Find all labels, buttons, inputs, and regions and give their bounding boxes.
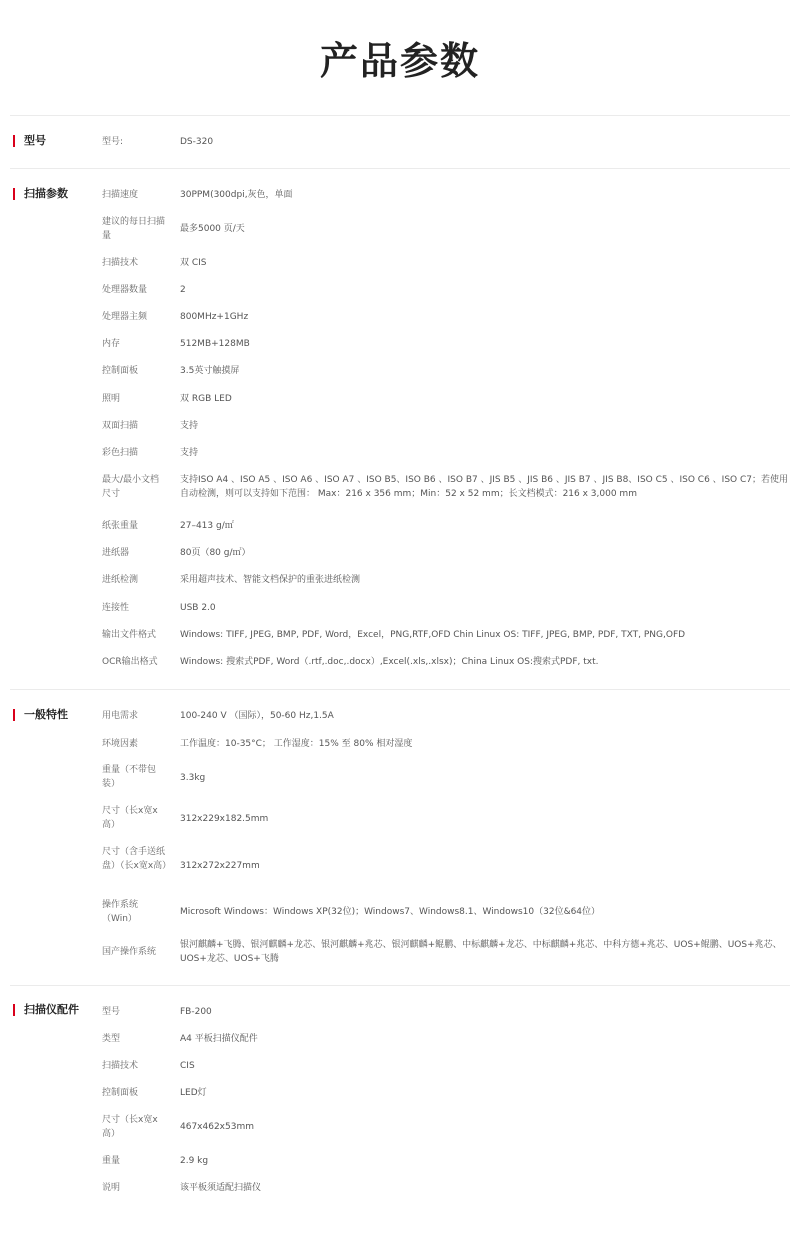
spec-value: 支持 bbox=[180, 421, 199, 431]
spec-label: 说明 bbox=[102, 1183, 121, 1193]
spec-label: 重量（不带包装） bbox=[102, 765, 157, 789]
spec-value: USB 2.0 bbox=[180, 603, 216, 613]
spec-label: OCR输出格式 bbox=[102, 657, 158, 667]
divider bbox=[10, 168, 790, 169]
spec-label: 彩色扫描 bbox=[102, 448, 139, 458]
spec-value: DS-320 bbox=[180, 137, 214, 147]
spec-value: 3.5英寸触摸屏 bbox=[180, 366, 240, 376]
spec-value: Windows: 搜索式PDF, Word（.rtf,.doc,.docx）,Excel(.xls,.xlsx)；China Linux OS:搜索式PDF, txt. bbox=[180, 657, 599, 667]
spec-label: 尺寸（含手送纸盘）（长x宽x高） bbox=[102, 847, 172, 871]
section-title: 扫描参数 bbox=[13, 187, 68, 201]
spec-value: 100-240 V （国际），50-60 Hz,1.5A bbox=[180, 711, 334, 721]
spec-label: 型号 bbox=[102, 1007, 121, 1017]
spec-label: 处理器主频 bbox=[102, 312, 148, 322]
spec-value: CIS bbox=[180, 1061, 195, 1071]
section-title: 扫描仪配件 bbox=[13, 1003, 79, 1017]
spec-value: 312x229x182.5mm bbox=[180, 814, 269, 824]
spec-value: Windows: TIFF, JPEG, BMP, PDF, Word，Excel，PNG,RTF,OFD Chin Linux OS: TIFF, JPEG, BMP, PDF, TXT, PNG,OFD bbox=[180, 630, 686, 640]
spec-label: 重量 bbox=[102, 1156, 121, 1166]
section-title: 一般特性 bbox=[13, 708, 68, 722]
spec-value: FB-200 bbox=[180, 1007, 212, 1017]
spec-label: 扫描速度 bbox=[102, 190, 139, 200]
spec-value: LED灯 bbox=[180, 1088, 207, 1098]
spec-label: 控制面板 bbox=[102, 366, 139, 376]
page-title: 产品参数 bbox=[319, 39, 480, 83]
spec-value: Microsoft Windows：Windows XP(32位)；Windows7、Windows8.1、Windows10（32位&64位） bbox=[180, 907, 601, 917]
spec-value: 512MB+128MB bbox=[180, 339, 250, 349]
spec-value: 支持ISO A4 、ISO A5 、ISO A6 、ISO A7 、ISO B5、ISO B6 、ISO B7 、JIS B5 、JIS B6 、JIS B7 、JIS B8、ISO C5 、ISO C6 、ISO C7；若使用自动检测，则可以支持如下范围： Max：216 x 356 mm；Min：52 x 52 mm；长文档模式：216 x 3,000 mm bbox=[180, 475, 788, 499]
spec-label: 最大/最小文档尺寸 bbox=[102, 475, 160, 499]
accent-bar bbox=[13, 135, 15, 147]
spec-label: 双面扫描 bbox=[102, 421, 139, 431]
spec-value: 80页（80 g/㎡） bbox=[180, 548, 251, 558]
spec-value: A4 平板扫描仪配件 bbox=[180, 1034, 258, 1044]
spec-label: 进纸器 bbox=[102, 548, 130, 558]
spec-value: 467x462x53mm bbox=[180, 1122, 254, 1132]
spec-label: 尺寸（长x宽x高） bbox=[102, 806, 158, 830]
spec-value: 800MHz+1GHz bbox=[180, 312, 249, 322]
spec-label: 扫描技术 bbox=[102, 258, 139, 268]
spec-label: 尺寸（长x宽x高） bbox=[102, 1115, 158, 1139]
spec-value: 银河麒麟+飞腾、银河麒麟+龙芯、银河麒麟+兆芯、银河麒麟+鲲鹏、中标麒麟+龙芯、中标麒麟+兆芯、中科方德+兆芯、UOS+鲲鹏、UOS+兆芯、UOS+龙芯、UOS+飞腾 bbox=[180, 940, 782, 964]
spec-label: 操作系统（Win） bbox=[102, 900, 139, 924]
spec-value: 工作温度：10-35°C； 工作湿度：15% 至 80% 相对湿度 bbox=[180, 739, 413, 749]
spec-label: 环境因素 bbox=[102, 739, 139, 749]
spec-label: 纸张重量 bbox=[102, 521, 139, 531]
spec-value: 30PPM(300dpi,灰色，单面 bbox=[180, 190, 293, 200]
accent-bar bbox=[13, 709, 15, 721]
spec-value: 312x272x227mm bbox=[180, 861, 260, 871]
spec-label: 内存 bbox=[102, 339, 121, 349]
spec-label: 用电需求 bbox=[102, 711, 139, 721]
spec-value: 2 bbox=[180, 285, 186, 295]
spec-label: 国产操作系统 bbox=[102, 947, 157, 957]
spec-value: 3.3kg bbox=[180, 773, 206, 783]
spec-label: 处理器数量 bbox=[102, 285, 148, 295]
spec-value: 2.9 kg bbox=[180, 1156, 209, 1166]
spec-value: 采用超声技术、智能文档保护的重张进纸检测 bbox=[180, 575, 361, 585]
spec-value: 该平板须适配扫描仪 bbox=[180, 1183, 262, 1193]
spec-label: 型号: bbox=[102, 137, 124, 147]
spec-label: 控制面板 bbox=[102, 1088, 139, 1098]
divider bbox=[10, 689, 790, 690]
accent-bar bbox=[13, 188, 15, 200]
accent-bar bbox=[13, 1004, 15, 1016]
divider bbox=[10, 985, 790, 986]
section-title: 型号 bbox=[13, 134, 46, 148]
spec-label: 进纸检测 bbox=[102, 575, 139, 585]
spec-label: 扫描技术 bbox=[102, 1061, 139, 1071]
spec-label: 输出文件格式 bbox=[102, 630, 157, 640]
spec-value: 最多5000 页/天 bbox=[180, 224, 245, 234]
spec-value: 双 CIS bbox=[180, 258, 207, 268]
spec-label: 类型 bbox=[102, 1034, 121, 1044]
divider bbox=[10, 115, 790, 116]
spec-value: 27–413 g/㎡ bbox=[180, 521, 234, 531]
spec-value: 双 RGB LED bbox=[180, 394, 232, 404]
spec-label: 建议的每日扫描量 bbox=[102, 217, 166, 241]
spec-label: 照明 bbox=[102, 394, 121, 404]
spec-value: 支持 bbox=[180, 448, 199, 458]
spec-label: 连接性 bbox=[102, 603, 130, 613]
